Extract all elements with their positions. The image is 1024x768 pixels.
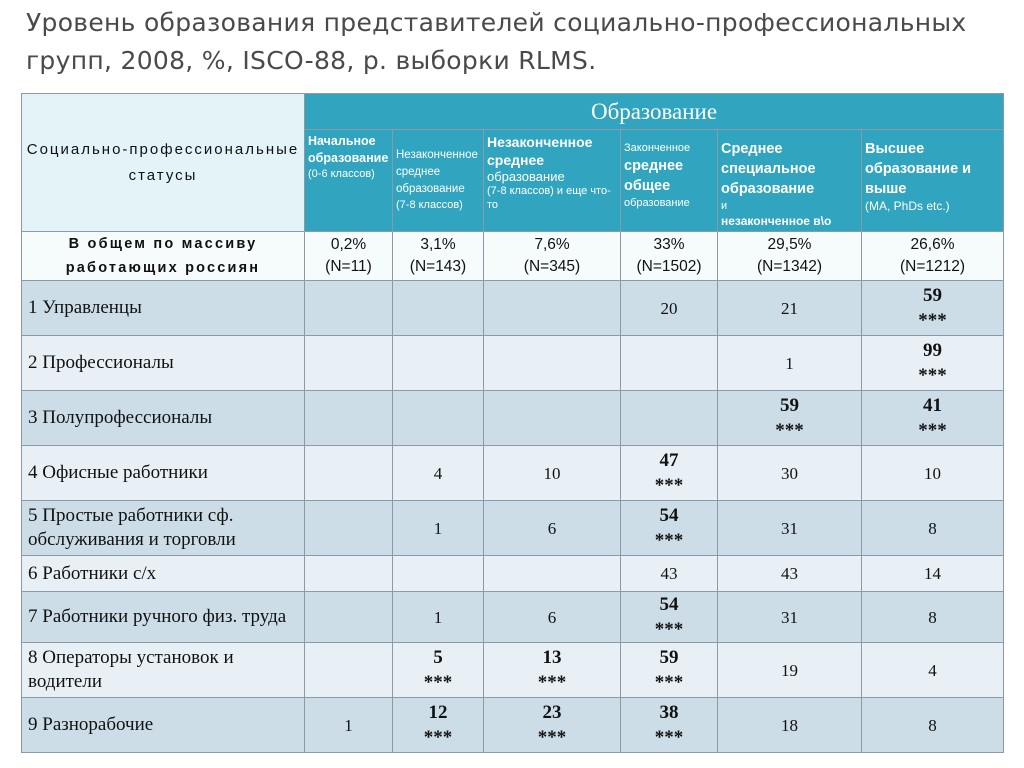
cell-value: 31 xyxy=(781,607,798,627)
col-header-higher xyxy=(862,130,1004,232)
value-cell xyxy=(621,698,718,753)
col-header-higher-note: (MA, PhDs etc.) xyxy=(865,199,950,213)
row-label: 4 Офисные работники xyxy=(22,446,305,501)
col-header-incomplete-secondary-plus-sub: образование xyxy=(487,169,565,184)
total-n: (N=11) xyxy=(325,258,372,275)
table-row xyxy=(22,556,1004,592)
cell-value: 10 xyxy=(924,463,942,483)
cell-value: 1 xyxy=(785,353,794,373)
value-cell xyxy=(718,592,862,643)
col-header-vocational-and: и xyxy=(721,200,728,212)
value-cell xyxy=(484,501,621,556)
value-cell xyxy=(718,643,862,698)
value-cell xyxy=(718,698,862,753)
corner-header: Социально-профессиональные статусы xyxy=(22,94,305,232)
cell-value: 59 xyxy=(923,285,943,306)
cell-value: 14 xyxy=(924,564,942,583)
cell-value: 59 xyxy=(659,647,679,668)
value-cell xyxy=(393,556,484,592)
value-cell xyxy=(305,643,393,698)
col-header-incomplete-secondary-title: Незаконченное среднее образование xyxy=(396,149,478,195)
cell-value: 10 xyxy=(543,463,561,483)
value-cell xyxy=(305,556,393,592)
value-cell xyxy=(393,391,484,446)
col-header-primary xyxy=(305,130,393,232)
significance-stars: *** xyxy=(918,310,947,331)
value-cell xyxy=(305,336,393,391)
col-header-incomplete-secondary-plus-title: Незаконченное среднее xyxy=(487,134,593,168)
total-cell xyxy=(718,232,862,281)
significance-stars: *** xyxy=(423,672,453,693)
value-cell xyxy=(621,556,718,592)
significance-stars: *** xyxy=(654,530,684,551)
col-header-incomplete-secondary-note: (7-8 классов) xyxy=(396,199,463,211)
cell-value: 12 xyxy=(428,702,448,723)
cell-value: 19 xyxy=(781,660,798,680)
value-cell xyxy=(621,391,718,446)
cell-value: 54 xyxy=(659,505,679,526)
value-cell xyxy=(484,391,621,446)
value-cell xyxy=(393,501,484,556)
table-row xyxy=(22,643,1004,698)
significance-stars: *** xyxy=(654,672,684,693)
col-header-vocational xyxy=(718,130,862,232)
row-label: 1 Управленцы xyxy=(22,281,305,336)
value-cell xyxy=(621,446,718,501)
value-cell xyxy=(393,281,484,336)
significance-stars: *** xyxy=(537,672,567,693)
value-cell xyxy=(862,391,1004,446)
total-cell xyxy=(393,232,484,281)
row-label: 2 Профессионалы xyxy=(22,336,305,391)
col-header-complete-secondary xyxy=(621,130,718,232)
value-cell xyxy=(305,391,393,446)
value-cell xyxy=(862,281,1004,336)
cell-value: 43 xyxy=(781,564,798,583)
cell-value: 8 xyxy=(928,607,937,627)
value-cell xyxy=(305,698,393,753)
cell-value: 8 xyxy=(928,518,937,538)
value-cell xyxy=(718,501,862,556)
row-label: 9 Разнорабочие xyxy=(22,698,305,753)
col-header-incomplete-secondary-plus-note: (7-8 классов) и еще что-то xyxy=(487,185,611,211)
col-header-primary-title: Начальное образование xyxy=(308,134,389,165)
total-n: (N=1502) xyxy=(636,258,702,275)
value-cell xyxy=(305,501,393,556)
cell-value: 6 xyxy=(547,607,557,627)
value-cell xyxy=(484,556,621,592)
table-row xyxy=(22,446,1004,501)
col-header-complete-secondary-title: Законченное xyxy=(624,142,691,154)
value-cell xyxy=(862,643,1004,698)
cell-value: 6 xyxy=(547,518,557,538)
value-cell xyxy=(718,336,862,391)
value-cell xyxy=(484,592,621,643)
col-header-vocational-note: незаконченное в\о xyxy=(721,214,832,228)
cell-value: 4 xyxy=(433,463,443,483)
total-row xyxy=(22,232,1004,281)
value-cell xyxy=(621,501,718,556)
education-header: Образование xyxy=(305,94,1004,130)
value-cell xyxy=(621,281,718,336)
significance-stars: *** xyxy=(654,475,684,496)
table-row xyxy=(22,592,1004,643)
total-cell xyxy=(484,232,621,281)
cell-value: 30 xyxy=(781,463,798,483)
value-cell xyxy=(621,643,718,698)
row-label: 7 Работники ручного физ. труда xyxy=(22,592,305,643)
cell-value: 21 xyxy=(781,298,798,318)
cell-value: 4 xyxy=(928,660,937,680)
value-cell xyxy=(484,446,621,501)
value-cell xyxy=(484,281,621,336)
value-cell xyxy=(484,643,621,698)
col-header-primary-note: (0-6 классов) xyxy=(308,168,375,180)
row-label: 5 Простые работники сф. обслуживания и торговли xyxy=(22,501,305,556)
significance-stars: *** xyxy=(423,727,453,748)
cell-value: 99 xyxy=(923,340,943,361)
cell-value: 1 xyxy=(433,607,443,627)
cell-value: 18 xyxy=(781,715,798,735)
value-cell xyxy=(621,592,718,643)
value-cell xyxy=(862,446,1004,501)
total-cell xyxy=(305,232,393,281)
value-cell xyxy=(718,446,862,501)
value-cell xyxy=(862,698,1004,753)
total-pct: 26,6% xyxy=(910,236,955,253)
cell-value: 23 xyxy=(542,702,562,723)
col-header-complete-secondary-sub: среднее общее xyxy=(624,158,684,194)
total-n: (N=345) xyxy=(523,258,581,275)
table-row xyxy=(22,391,1004,446)
value-cell xyxy=(862,501,1004,556)
cell-value: 54 xyxy=(659,594,679,615)
cell-value: 38 xyxy=(659,702,679,723)
cell-value: 13 xyxy=(542,647,562,668)
col-header-higher-title: Высшее образование и выше xyxy=(865,141,972,197)
total-pct: 0,2% xyxy=(330,236,367,253)
row-label: 8 Операторы установок и водители xyxy=(22,643,305,698)
cell-value: 41 xyxy=(923,395,943,416)
significance-stars: *** xyxy=(775,420,804,441)
value-cell xyxy=(393,592,484,643)
total-pct: 3,1% xyxy=(420,236,456,253)
total-n: (N=1212) xyxy=(899,258,966,275)
table-row xyxy=(22,281,1004,336)
col-header-incomplete-secondary-plus xyxy=(484,130,621,232)
table-row xyxy=(22,698,1004,753)
value-cell xyxy=(718,556,862,592)
education-table xyxy=(21,93,1004,753)
total-pct: 33% xyxy=(653,236,685,253)
cell-value: 20 xyxy=(660,298,678,318)
col-header-incomplete-secondary xyxy=(393,130,484,232)
total-cell xyxy=(621,232,718,281)
row-label: 6 Работники с/х xyxy=(22,556,305,592)
value-cell xyxy=(621,336,718,391)
table-row xyxy=(22,501,1004,556)
value-cell xyxy=(393,336,484,391)
significance-stars: *** xyxy=(537,727,567,748)
cell-value: 59 xyxy=(780,395,799,416)
slide-title: Уровень образования представителей социально-профессиональных групп, 2008, %, ISCO-88, р. выборки RLMS. xyxy=(26,8,967,75)
value-cell xyxy=(862,556,1004,592)
total-n: (N=143) xyxy=(409,258,467,275)
row-label: 3 Полупрофессионалы xyxy=(22,391,305,446)
total-label: В общем по массиву работающих россиян xyxy=(22,232,305,281)
cell-value: 5 xyxy=(433,647,443,668)
table-row xyxy=(22,336,1004,391)
value-cell xyxy=(305,281,393,336)
cell-value: 47 xyxy=(659,450,679,471)
total-pct: 7,6% xyxy=(534,236,570,253)
value-cell xyxy=(305,446,393,501)
value-cell xyxy=(862,336,1004,391)
value-cell xyxy=(393,446,484,501)
significance-stars: *** xyxy=(654,727,684,748)
cell-value: 8 xyxy=(928,715,937,735)
col-header-complete-secondary-note: образование xyxy=(624,197,690,209)
value-cell xyxy=(484,336,621,391)
cell-value: 31 xyxy=(781,518,798,538)
value-cell xyxy=(393,698,484,753)
value-cell xyxy=(393,643,484,698)
value-cell xyxy=(484,698,621,753)
total-pct: 29,5% xyxy=(767,236,812,253)
cell-value: 1 xyxy=(344,715,353,735)
significance-stars: *** xyxy=(654,619,684,640)
total-cell xyxy=(862,232,1004,281)
cell-value: 43 xyxy=(660,564,678,583)
value-cell xyxy=(862,592,1004,643)
value-cell xyxy=(718,281,862,336)
significance-stars: *** xyxy=(918,365,947,386)
cell-value: 1 xyxy=(433,518,443,538)
total-n: (N=1342) xyxy=(756,258,823,275)
col-header-vocational-title: Среднее специальное образование xyxy=(721,141,816,197)
significance-stars: *** xyxy=(918,420,947,441)
value-cell xyxy=(305,592,393,643)
value-cell xyxy=(718,391,862,446)
